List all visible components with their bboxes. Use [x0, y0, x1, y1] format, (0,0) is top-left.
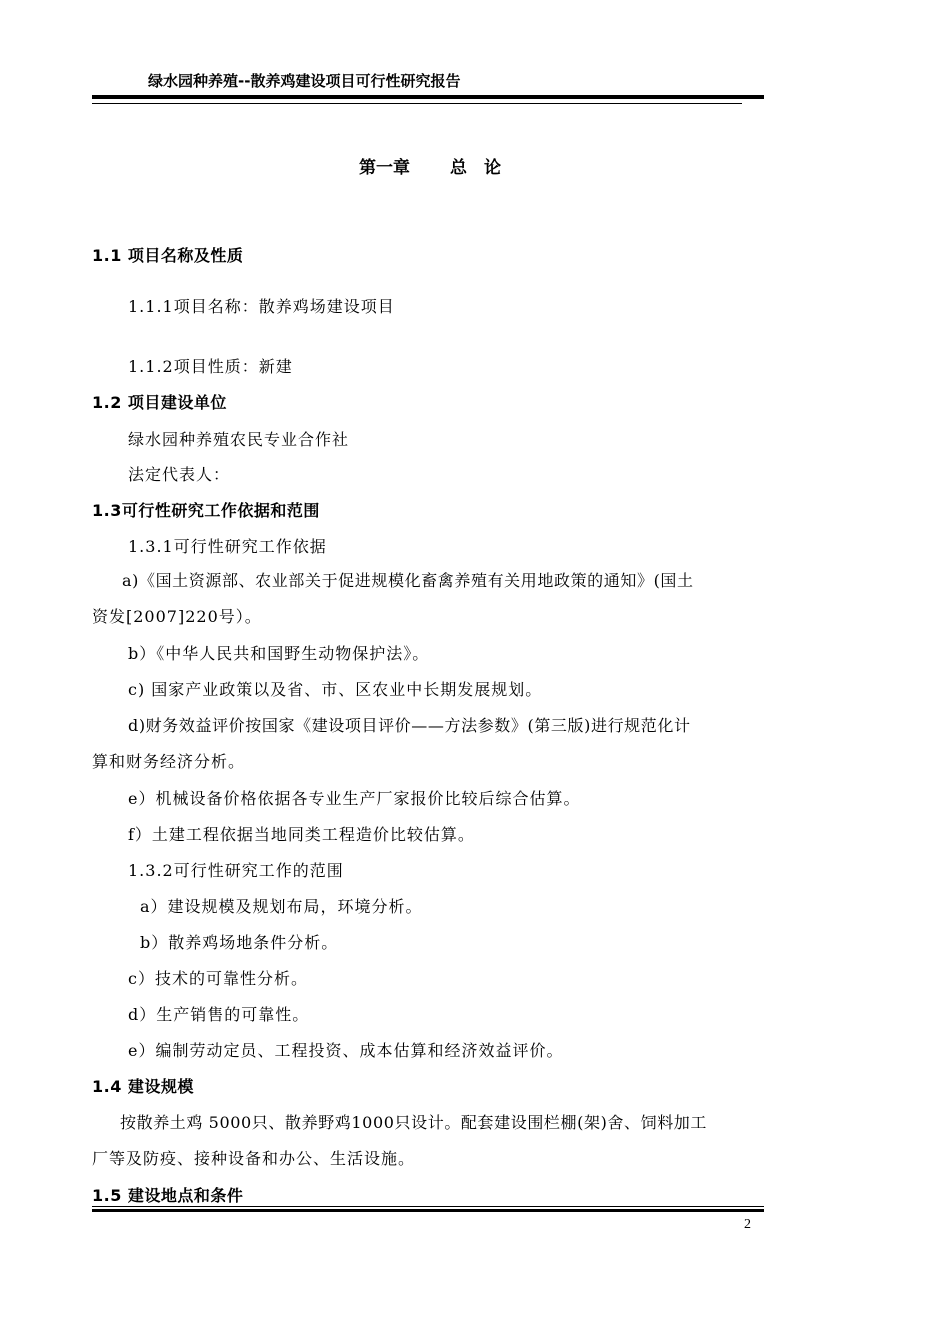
scope-a: a）建设规模及规划布局，环境分析。	[140, 897, 423, 916]
chapter-name: 总 论	[450, 158, 501, 178]
scope-c: c）技术的可靠性分析。	[128, 969, 308, 988]
basis-a-line1: a)《国土资源部、农业部关于促进规模化畜禽养殖有关用地政策的通知》(国土	[122, 571, 694, 590]
basis-a-line2: 资发[2007]220号）。	[92, 607, 262, 626]
chapter-title	[0, 153, 860, 178]
basis-e: e）机械设备价格依据各专业生产厂家报价比较后综合估算。	[128, 789, 581, 808]
legal-representative: 法定代表人：	[128, 465, 231, 484]
scope-e: e）编制劳动定员、工程投资、成本估算和经济效益评价。	[128, 1041, 564, 1060]
header-title: 绿水园种养殖--散养鸡建设项目可行性研究报告	[148, 72, 461, 90]
chapter-number: 第一章	[359, 158, 410, 178]
basis-d-line1: d)财务效益评价按国家《建设项目评价——方法参数》(第三版)进行规范化计	[128, 716, 691, 735]
header-rule-thin	[92, 103, 742, 104]
heading-1-4: 1.4 建设规模	[92, 1077, 194, 1096]
basis-d-line2: 算和财务经济分析。	[92, 752, 246, 771]
scale-line2: 厂等及防疫、接种设备和办公、生活设施。	[92, 1149, 416, 1168]
item-1-3-2: 1.3.2可行性研究工作的范围	[128, 861, 344, 880]
scope-b: b）散养鸡场地条件分析。	[140, 933, 339, 952]
scope-d: d）生产销售的可靠性。	[128, 1005, 310, 1024]
heading-1-3: 1.3可行性研究工作依据和范围	[92, 501, 320, 520]
item-1-1-1: 1.1.1项目名称：散养鸡场建设项目	[128, 297, 395, 316]
basis-c: c) 国家产业政策以及省、市、区农业中长期发展规划。	[128, 680, 543, 699]
header-rule-thick	[92, 95, 764, 99]
item-1-1-2: 1.1.2项目性质：新建	[128, 357, 293, 376]
footer-rule-thick	[92, 1209, 764, 1212]
unit-name: 绿水园种养殖农民专业合作社	[128, 430, 350, 449]
heading-1-5: 1.5 建设地点和条件	[92, 1186, 244, 1205]
item-1-3-1: 1.3.1可行性研究工作依据	[128, 537, 327, 556]
scale-line1: 按散养土鸡 5000只、散养野鸡1000只设计。配套建设围栏棚(架)舍、饲料加工	[120, 1113, 708, 1132]
page-number: 2	[744, 1217, 751, 1232]
footer-rule-thin	[92, 1206, 764, 1207]
heading-1-2: 1.2 项目建设单位	[92, 393, 227, 412]
basis-f: f）土建工程依据当地同类工程造价比较估算。	[128, 825, 475, 844]
heading-1-1: 1.1 项目名称及性质	[92, 246, 244, 265]
basis-b: b）《中华人民共和国野生动物保护法》。	[128, 644, 430, 663]
